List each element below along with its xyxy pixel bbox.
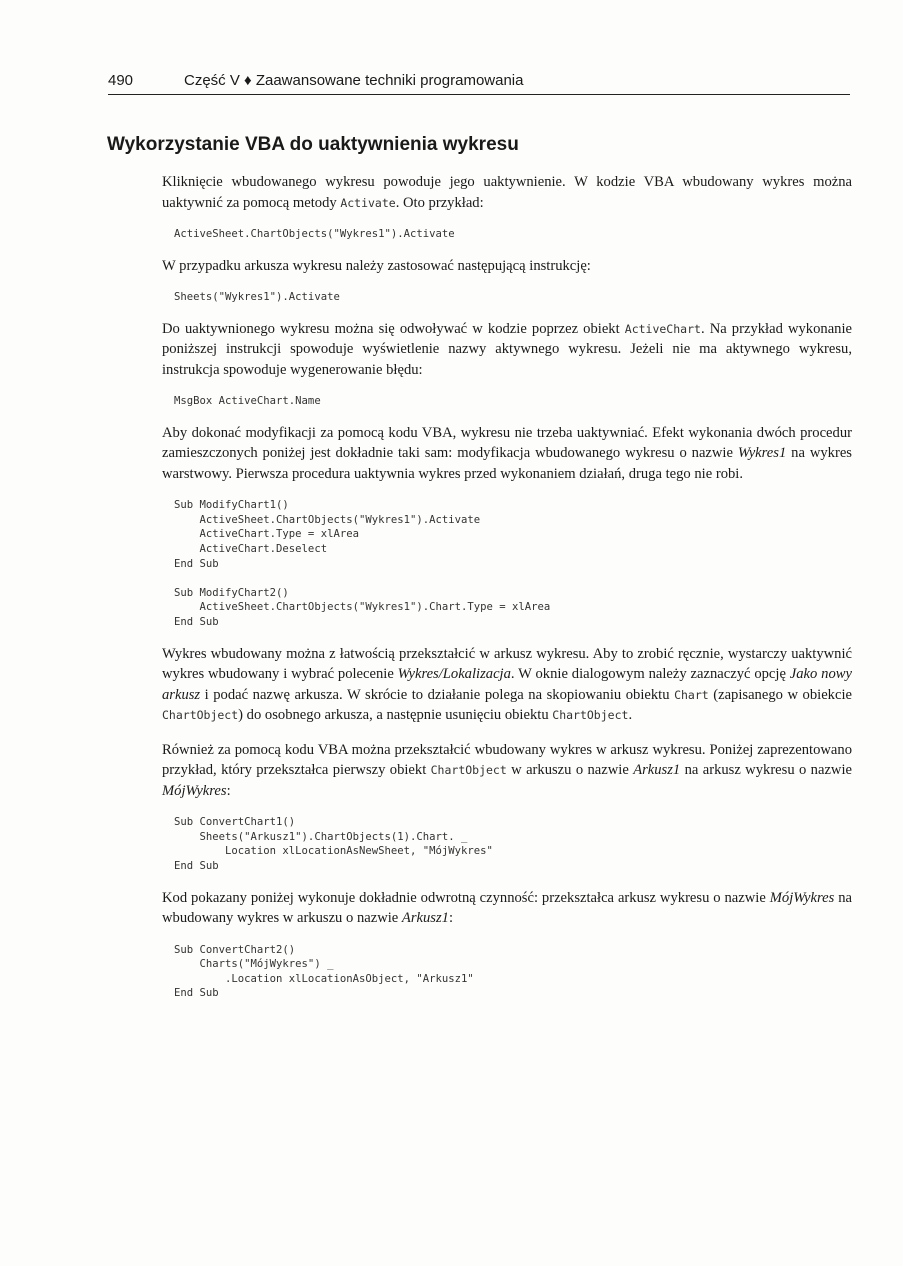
inline-code: Chart [674,687,709,702]
italic-term: Arkusz1 [401,910,449,926]
paragraph-1 [162,172,852,213]
text: (zapisanego w obiekcie [708,686,852,703]
text: Kliknięcie wbudowanego wykresu powoduje jego uaktywnienie. W kodzie VBA wbudowany wykres można uaktywnić za pomocą metody [162,174,852,211]
part-title: Część V ♦ Zaawansowane techniki programowania [184,72,524,89]
code-block-2: Sheets("Wykres1").Activate [174,291,340,304]
text: : [226,782,231,799]
text: . [628,707,633,724]
italic-term: MójWykres [769,889,835,906]
inline-code: ActiveChart [624,321,701,336]
italic-term: Wykres1 [737,445,787,462]
italic-term: Jako nowy arkusz [162,666,852,703]
text: ) do osobnego arkusza, a następnie usunięciu obiektu [238,707,553,724]
page-number: 490 [108,72,134,89]
text: na wykres warstwowy. Pierwsza procedura uaktywnia wykres przed wykonaniem działań, druga tego nie robi. [162,445,852,482]
text: Kod pokazany poniżej wykonuje dokładnie odwrotną czynność: przekształca arkusz wykresu o nazwie [162,889,770,906]
text: . W oknie dialogowym należy zaznaczyć opcję [510,666,790,683]
inline-code: ChartObject [430,763,507,778]
text: Aby dokonać modyfikacji za pomocą kodu VBA, wykresu nie trzeba uaktywniać. Efekt wykonania dwóch procedur zamieszczonych poniżej jest dokładnie taki sam: modyfikacja wbudowanego wykresu o nazwie [162,424,852,462]
paragraph-5 [162,644,852,726]
inline-code: ChartObject [162,708,239,723]
body-content [162,172,852,1015]
section-title: Wykorzystanie VBA do uaktywnienia wykresu [107,134,519,155]
text: Również za pomocą kodu VBA można przekształcić wbudowany wykres w arkusz wykresu. Poniżej zaprezentowano przykład, który przekształca pierwszy obiekt [162,741,852,779]
text: w arkuszu o nazwie [506,762,634,779]
paragraph-2: W przypadku arkusza wykresu należy zastosować następującą instrukcję: [162,257,591,274]
text: . Na przykład wykonanie poniższej instrukcji spowoduje wyświetlenie nazwy aktywnego wykresu. Jeżeli nie ma aktywnego wykresu, instrukcja spowoduje wygenerowanie błędu: [162,320,852,378]
code-block-6: Sub ConvertChart2() Charts("MójWykres") _ .Location xlLocationAsObject, "Arkusz1" End Sub [174,943,474,1000]
italic-term: Arkusz1 [633,762,681,779]
text: : [448,910,454,926]
italic-term: MójWykres [162,782,227,799]
text: na arkusz wykresu o nazwie [680,762,852,779]
paragraph-4 [162,423,852,485]
inline-code: ChartObject [552,708,629,723]
text: i podać nazwę arkusza. W skrócie to działanie polega na skopiowaniu obiektu [200,686,675,703]
paragraph-3 [162,319,852,381]
code-block-1: ActiveSheet.ChartObjects("Wykres1").Activate [174,228,455,240]
paragraph-6 [162,740,852,802]
italic-term: Wykres/Lokalizacja [397,666,511,683]
code-block-5: Sub ConvertChart1() Sheets("Arkusz1").ChartObjects(1).Chart. _ Location xlLocationAsNewSheet, "MójWykres" End Sub [174,816,493,872]
text: na wbudowany wykres w arkuszu o nazwie [162,889,852,926]
paragraph-7 [162,888,852,929]
code-block-4: Sub ModifyChart1() ActiveSheet.ChartObjects("Wykres1").Activate ActiveChart.Type = xlArea ActiveChart.Deselect End Sub Sub ModifyChart2() ActiveSheet.ChartObjects("Wykres1").Chart.Type = xlArea End Sub [174,499,551,629]
inline-code: Activate [340,195,396,210]
code-block-3: MsgBox ActiveChart.Name [174,395,321,408]
text: Wykres wbudowany można z łatwością przekształcić w arkusz wykresu. Aby to zrobić ręcznie, wystarczy uaktywnić wykres wbudowany i wybrać polecenie [162,645,852,683]
text: Do uaktywnionego wykresu można się odwoływać w kodzie poprzez obiekt [162,320,625,337]
text: . Oto przykład: [395,194,484,211]
running-header [108,70,850,95]
